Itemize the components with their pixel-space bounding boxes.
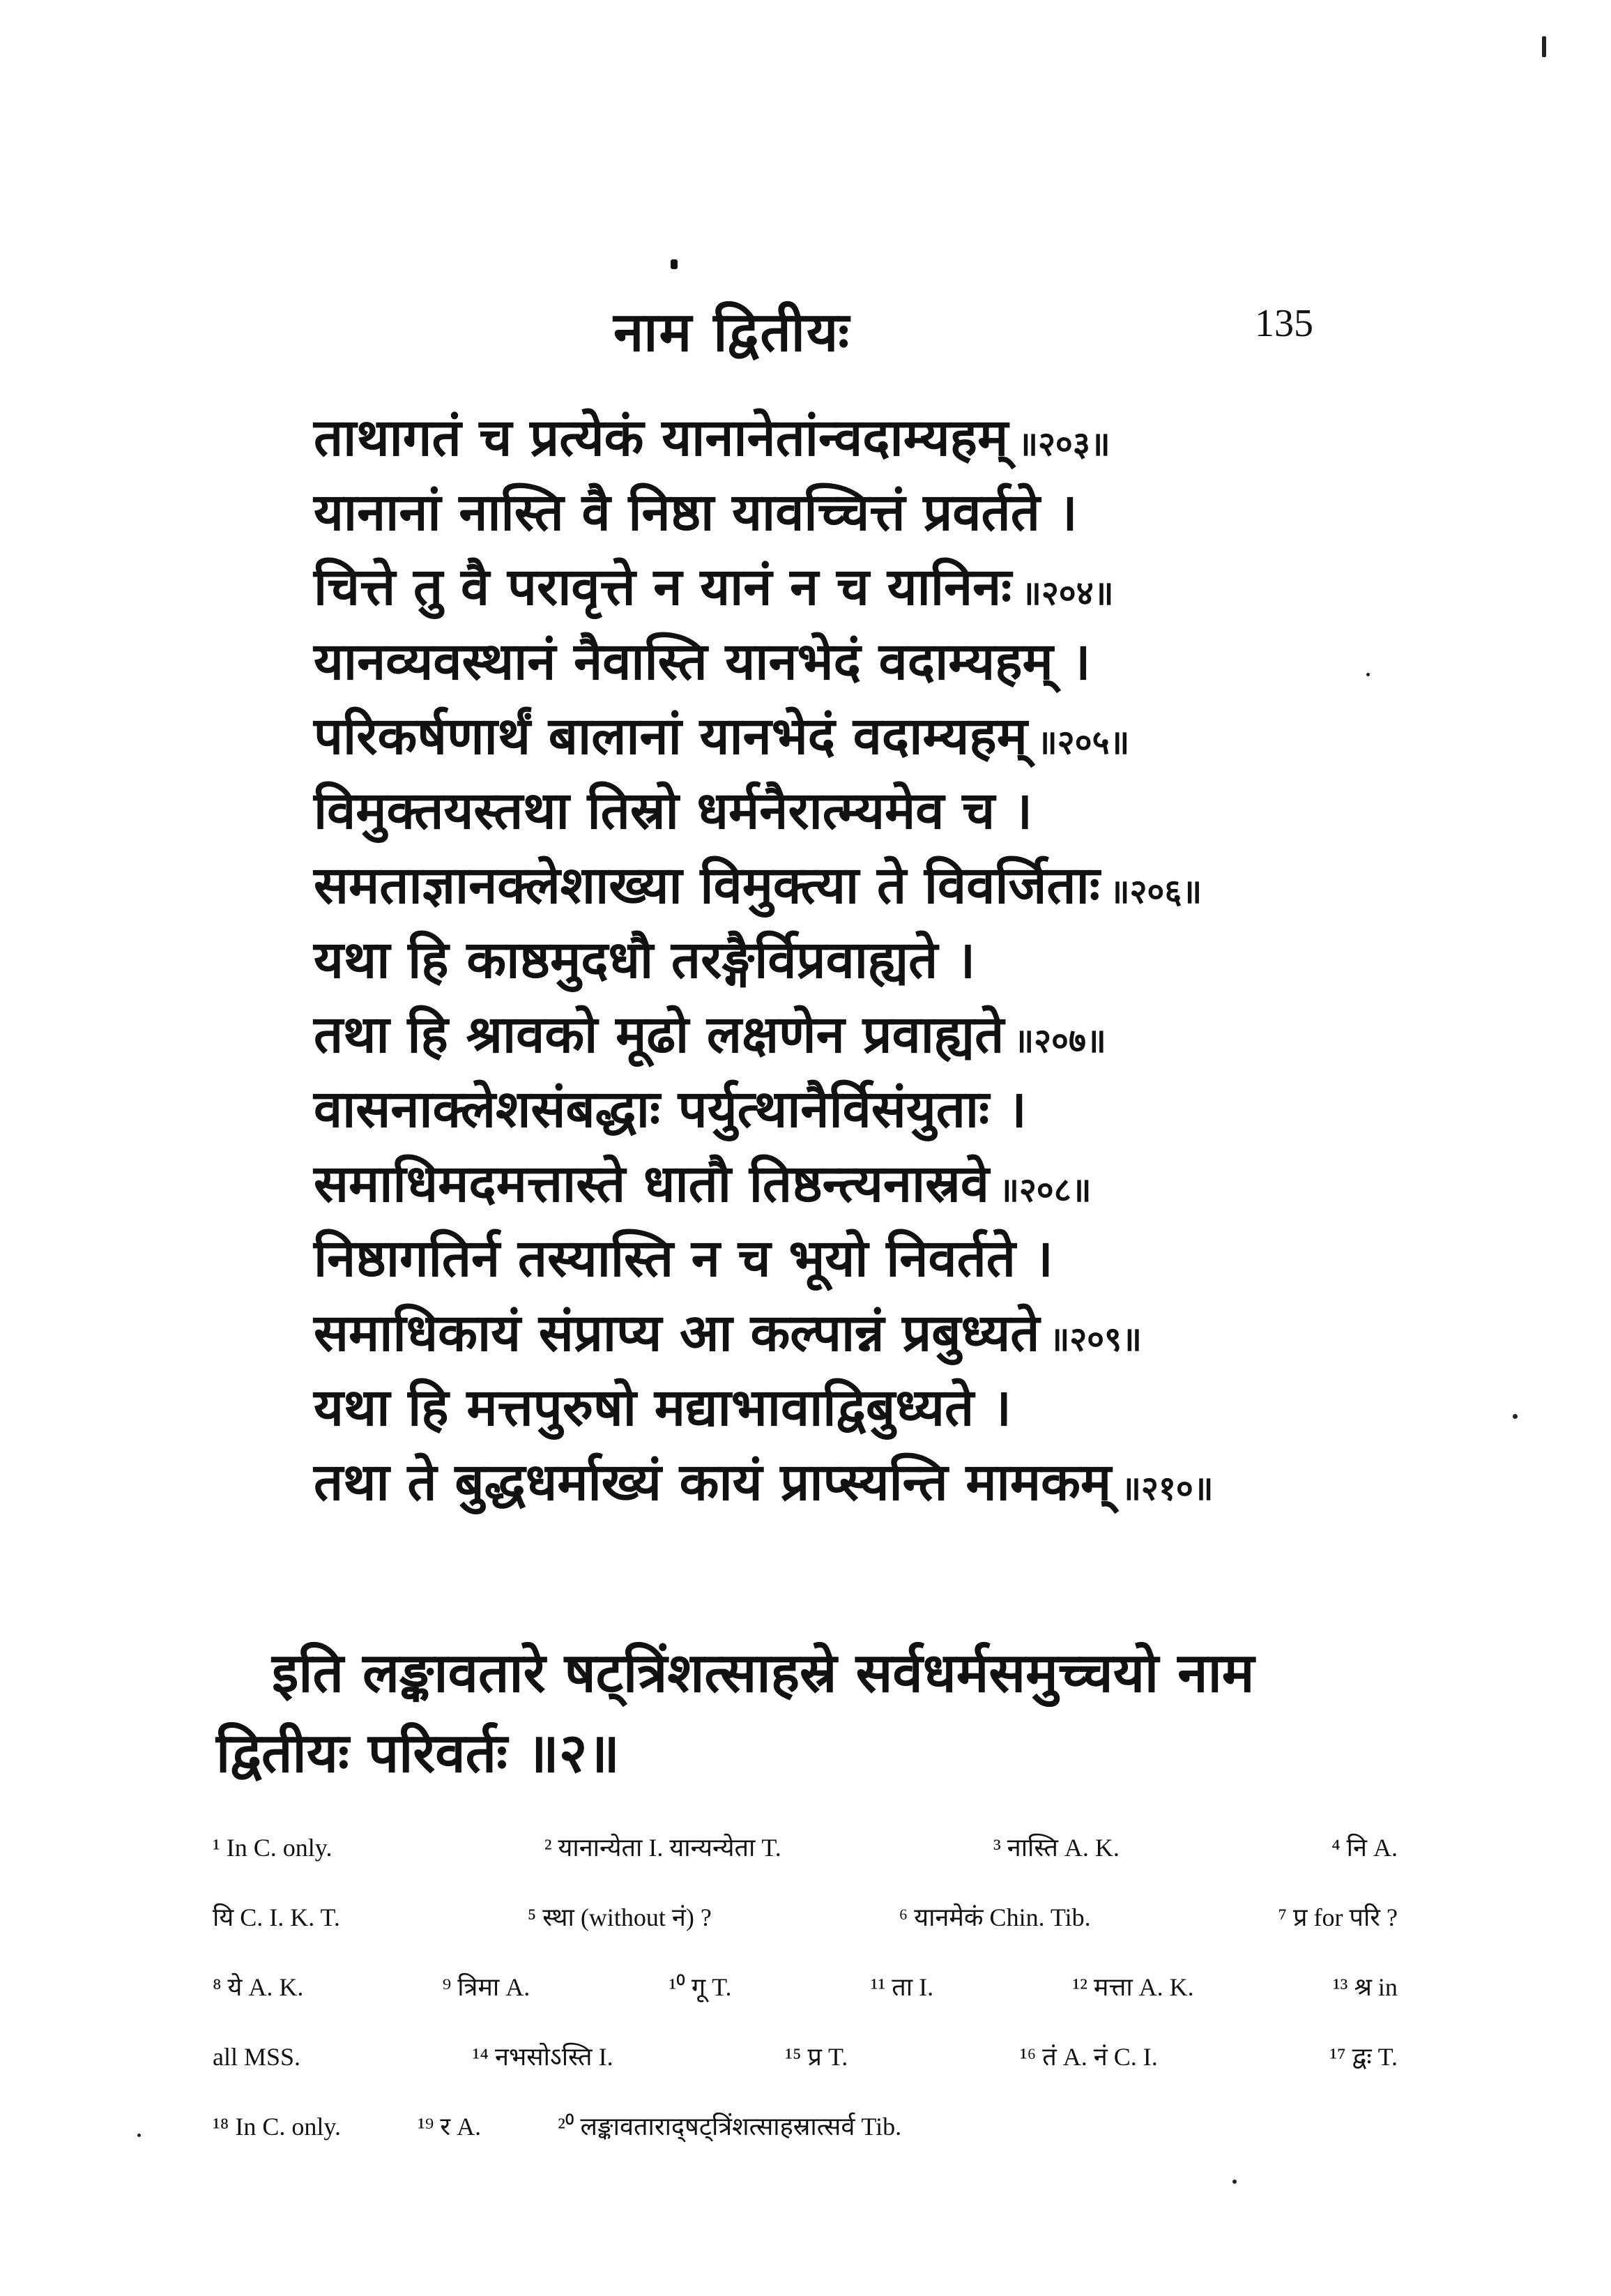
verse-text: तथा हि श्रावको मूढो लक्षणेन प्रवाह्यते <box>314 1005 1005 1065</box>
footnote-row <box>213 2092 1398 2161</box>
footnote: ¹⁸ In C. only. <box>213 2113 342 2141</box>
footnote: ² यानान्येता I. यान्यन्येता T. <box>544 1834 781 1862</box>
verse-text: विमुक्तयस्तथा तिस्रो धर्मनैरात्म्यमेव च । <box>314 781 1033 841</box>
verse-text: यथा हि काष्ठमुदधौ तरङ्गैर्विप्रवाह्यते । <box>314 930 976 990</box>
verse-text: ताथागतं च प्रत्येकं यानानेतांन्वदाम्यहम् <box>314 408 1009 468</box>
verse-text: यानव्यवस्थानं नैवास्ति यानभेदं वदाम्यहम् । <box>314 632 1091 692</box>
margin-speck <box>1513 1414 1518 1419</box>
footnote: ⁹ त्रिमा A. <box>442 1973 530 2001</box>
margin-speck <box>137 2134 141 2137</box>
verse-line <box>314 1371 1401 1445</box>
verse-line <box>314 476 1401 550</box>
footnote: ¹⁹ र A. <box>418 2113 482 2141</box>
footnote: ⁸ ये A. K. <box>213 1973 304 2001</box>
verse-text: यानानां नास्ति वै निष्ठा यावच्चित्तं प्रवर्तते । <box>314 482 1078 542</box>
verse-line <box>314 774 1401 849</box>
footnote: ¹⁵ प्र T. <box>785 2043 848 2071</box>
footnote: ¹⁷ द्वः T. <box>1329 2043 1398 2071</box>
footnote-row <box>213 2022 1398 2092</box>
page-header-title: नाम द्वितीयः <box>613 301 851 364</box>
colophon-line: इति लङ्कावतारे षट्त्रिंशत्साहस्रे सर्वधर्मसमुच्चयो नाम <box>272 1641 1255 1705</box>
page-number: 135 <box>1255 302 1313 345</box>
margin-speck <box>1542 36 1546 57</box>
verse-line <box>314 1296 1401 1371</box>
footnote: ⁴ नि A. <box>1331 1834 1398 1862</box>
footnote: ¹ In C. only. <box>213 1834 333 1862</box>
footnote-row <box>213 1883 1398 1952</box>
verse-line <box>314 1222 1401 1296</box>
verse-number: ॥२०६॥ <box>1109 872 1202 911</box>
verse-text: समताज्ञानक्लेशाख्या विमुक्त्या ते विवर्जिताः <box>314 856 1100 915</box>
verse-number: ॥२०३॥ <box>1018 425 1110 464</box>
verse-block <box>314 401 1401 1520</box>
footnote: ¹⁴ नभसोऽस्ति I. <box>472 2043 613 2071</box>
colophon-line: द्वितीयः परिवर्तः ॥२॥ <box>216 1721 620 1785</box>
footnotes <box>213 1813 1398 2161</box>
verse-line <box>314 1147 1401 1222</box>
footnote: ¹⁶ तं A. नं C. I. <box>1019 2043 1158 2071</box>
verse-line <box>314 1072 1401 1147</box>
footnote: ¹⁰ गू T. <box>669 1973 732 2001</box>
footnote: यि C. I. K. T. <box>213 1903 340 1931</box>
verse-number: ॥२०४॥ <box>1021 574 1114 613</box>
footnote-row <box>213 1813 1398 1883</box>
verse-text: निष्ठागतिर्न तस्यास्ति न च भूयो निवर्तते । <box>314 1229 1053 1288</box>
verse-text: यथा हि मत्तपुरुषो मद्याभावाद्विबुध्यते । <box>314 1378 1011 1438</box>
verse-number: ॥२१०॥ <box>1121 1469 1214 1508</box>
verse-number: ॥२०९॥ <box>1049 1320 1142 1359</box>
verse-number: ॥२०७॥ <box>1014 1021 1106 1060</box>
footnote: ⁶ यानमेकं Chin. Tib. <box>899 1903 1091 1931</box>
verse-line <box>314 849 1401 923</box>
chapter-colophon <box>216 1633 1401 1793</box>
verse-number: ॥२०८॥ <box>999 1171 1092 1210</box>
verse-line <box>314 1445 1401 1520</box>
verse-text: समाधिमदमत्तास्ते धातौ तिष्ठन्त्यनास्रवे <box>314 1154 990 1214</box>
footnote: ²⁰ लङ्कावताराद्षट्त्रिंशत्साहस्रात्सर्व Tib. <box>558 2113 902 2141</box>
footnote: ¹³ श्र in <box>1332 1973 1398 2001</box>
verse-line <box>314 550 1401 625</box>
verse-text: वासनाक्लेशसंबद्धाः पर्युत्थानैर्विसंयुताः । <box>314 1079 1027 1139</box>
footnote: all MSS. <box>213 2043 301 2071</box>
footnote: ¹¹ ता I. <box>870 1973 934 2001</box>
footnote: ⁷ प्र for परि ? <box>1278 1903 1398 1931</box>
verse-text: समाधिकायं संप्राप्य आ कल्पान्नं प्रबुध्यते <box>314 1303 1040 1363</box>
header-dot <box>671 259 678 269</box>
footnote: ¹² मत्ता A. K. <box>1072 1973 1194 2001</box>
verse-number: ॥२०५॥ <box>1037 723 1130 762</box>
verse-line <box>314 625 1401 699</box>
verse-text: तथा ते बुद्धधर्माख्यं कायं प्राप्स्यन्ति मामकम् <box>314 1452 1112 1512</box>
footnote: ³ नास्ति A. K. <box>993 1834 1120 1862</box>
margin-speck <box>1232 2180 1237 2184</box>
verse-line <box>314 401 1401 476</box>
verse-line <box>314 923 1401 998</box>
verse-line <box>314 699 1401 774</box>
verse-line <box>314 998 1401 1072</box>
verse-text: चित्ते तु वै परावृत्ते न यानं न च यानिनः <box>314 557 1012 617</box>
verse-text: परिकर्षणार्थं बालानां यानभेदं वदाम्यहम् <box>314 706 1028 766</box>
footnote: ⁵ स्था (without नं) ? <box>527 1903 712 1931</box>
footnote-row <box>213 1952 1398 2022</box>
